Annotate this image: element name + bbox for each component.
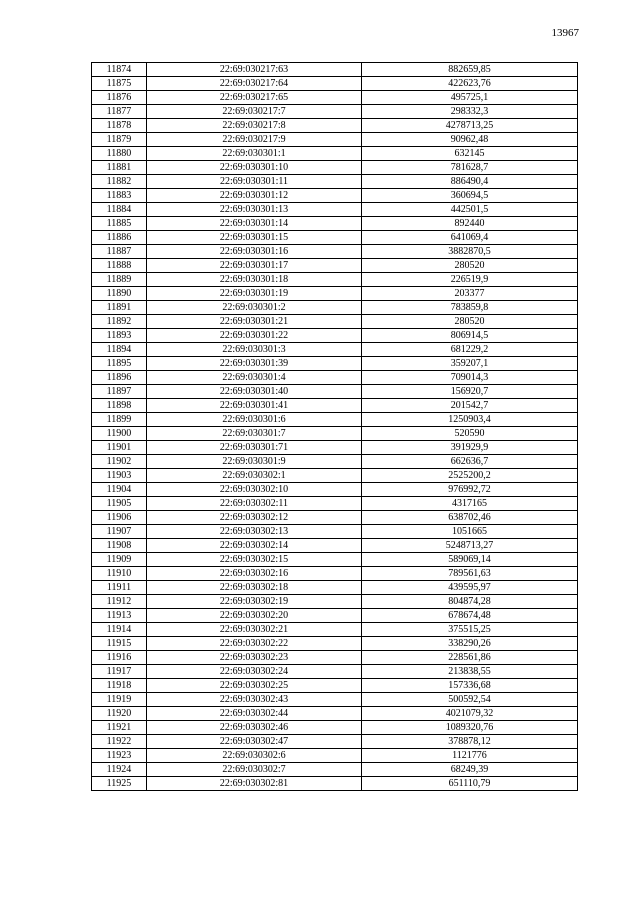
- cadastral-number-cell: 22:69:030302:20: [147, 609, 362, 623]
- row-number-cell: 11917: [92, 665, 147, 679]
- cadastral-value-cell: 500592,54: [362, 693, 578, 707]
- cadastral-number-cell: 22:69:030301:16: [147, 245, 362, 259]
- row-number-cell: 11898: [92, 399, 147, 413]
- cadastral-value-cell: 681229,2: [362, 343, 578, 357]
- cadastral-number-cell: 22:69:030302:19: [147, 595, 362, 609]
- cadastral-value-cell: 228561,86: [362, 651, 578, 665]
- cadastral-number-cell: 22:69:030302:23: [147, 651, 362, 665]
- table-row: [92, 609, 578, 623]
- table-row: [92, 637, 578, 651]
- cadastral-number-cell: 22:69:030301:14: [147, 217, 362, 231]
- row-number-cell: 11902: [92, 455, 147, 469]
- row-number-cell: 11879: [92, 133, 147, 147]
- cadastral-value-cell: 68249,39: [362, 763, 578, 777]
- cadastral-number-cell: 22:69:030302:81: [147, 777, 362, 791]
- row-number-cell: 11889: [92, 273, 147, 287]
- cadastral-value-cell: 298332,3: [362, 105, 578, 119]
- table-row: [92, 77, 578, 91]
- row-number-cell: 11887: [92, 245, 147, 259]
- cadastral-value-cell: 439595,97: [362, 581, 578, 595]
- table-row: [92, 413, 578, 427]
- row-number-cell: 11893: [92, 329, 147, 343]
- table-row: [92, 427, 578, 441]
- table-row: [92, 567, 578, 581]
- cadastral-number-cell: 22:69:030301:40: [147, 385, 362, 399]
- row-number-cell: 11885: [92, 217, 147, 231]
- cadastral-number-cell: 22:69:030302:13: [147, 525, 362, 539]
- cadastral-value-cell: 495725,1: [362, 91, 578, 105]
- cadastral-value-cell: 882659,85: [362, 63, 578, 77]
- cadastral-number-cell: 22:69:030302:21: [147, 623, 362, 637]
- cadastral-value-cell: 226519,9: [362, 273, 578, 287]
- cadastral-value-cell: 2525200,2: [362, 469, 578, 483]
- cadastral-number-cell: 22:69:030217:7: [147, 105, 362, 119]
- table-row: [92, 679, 578, 693]
- table-row: [92, 763, 578, 777]
- cadastral-value-cell: 90962,48: [362, 133, 578, 147]
- row-number-cell: 11905: [92, 497, 147, 511]
- table-row: [92, 203, 578, 217]
- cadastral-value-cell: 783859,8: [362, 301, 578, 315]
- cadastral-value-cell: 1250903,4: [362, 413, 578, 427]
- row-number-cell: 11911: [92, 581, 147, 595]
- table-row: [92, 371, 578, 385]
- table-row: [92, 217, 578, 231]
- row-number-cell: 11912: [92, 595, 147, 609]
- row-number-cell: 11900: [92, 427, 147, 441]
- cadastral-number-cell: 22:69:030301:1: [147, 147, 362, 161]
- row-number-cell: 11892: [92, 315, 147, 329]
- cadastral-number-cell: 22:69:030301:39: [147, 357, 362, 371]
- table-row: [92, 623, 578, 637]
- table-row: [92, 175, 578, 189]
- table-row: [92, 483, 578, 497]
- page-number: 13967: [551, 27, 579, 39]
- cadastral-number-cell: 22:69:030301:3: [147, 343, 362, 357]
- cadastral-value-cell: 201542,7: [362, 399, 578, 413]
- table-row: [92, 777, 578, 791]
- table-row: [92, 385, 578, 399]
- cadastral-value-cell: 338290,26: [362, 637, 578, 651]
- cadastral-value-cell: 1051665: [362, 525, 578, 539]
- cadastral-number-cell: 22:69:030301:21: [147, 315, 362, 329]
- table-row: [92, 259, 578, 273]
- cadastral-number-cell: 22:69:030302:14: [147, 539, 362, 553]
- cadastral-value-cell: 359207,1: [362, 357, 578, 371]
- row-number-cell: 11891: [92, 301, 147, 315]
- cadastral-value-cell: 360694,5: [362, 189, 578, 203]
- row-number-cell: 11876: [92, 91, 147, 105]
- cadastral-number-cell: 22:69:030302:43: [147, 693, 362, 707]
- table-row: [92, 693, 578, 707]
- table-row: [92, 343, 578, 357]
- table-row: [92, 469, 578, 483]
- table-row: [92, 735, 578, 749]
- table-row: [92, 651, 578, 665]
- table-body: [92, 63, 578, 791]
- table-row: [92, 133, 578, 147]
- table-row: [92, 539, 578, 553]
- row-number-cell: 11899: [92, 413, 147, 427]
- cadastral-value-cell: 378878,12: [362, 735, 578, 749]
- row-number-cell: 11897: [92, 385, 147, 399]
- cadastral-value-cell: 976992,72: [362, 483, 578, 497]
- cadastral-number-cell: 22:69:030301:9: [147, 455, 362, 469]
- table-row: [92, 231, 578, 245]
- cadastral-value-cell: 213838,55: [362, 665, 578, 679]
- cadastral-value-cell: 203377: [362, 287, 578, 301]
- cadastral-value-cell: 5248713,27: [362, 539, 578, 553]
- row-number-cell: 11907: [92, 525, 147, 539]
- row-number-cell: 11874: [92, 63, 147, 77]
- table-row: [92, 273, 578, 287]
- row-number-cell: 11910: [92, 567, 147, 581]
- cadastral-value-cell: 1089320,76: [362, 721, 578, 735]
- table-row: [92, 315, 578, 329]
- row-number-cell: 11904: [92, 483, 147, 497]
- cadastral-value-cell: 806914,5: [362, 329, 578, 343]
- cadastral-number-cell: 22:69:030302:18: [147, 581, 362, 595]
- row-number-cell: 11923: [92, 749, 147, 763]
- cadastral-value-cell: 3882870,5: [362, 245, 578, 259]
- cadastral-number-cell: 22:69:030302:11: [147, 497, 362, 511]
- cadastral-number-cell: 22:69:030302:12: [147, 511, 362, 525]
- cadastral-value-cell: 678674,48: [362, 609, 578, 623]
- table-row: [92, 399, 578, 413]
- table-row: [92, 301, 578, 315]
- row-number-cell: 11916: [92, 651, 147, 665]
- cadastral-number-cell: 22:69:030302:1: [147, 469, 362, 483]
- cadastral-number-cell: 22:69:030301:10: [147, 161, 362, 175]
- cadastral-number-cell: 22:69:030301:11: [147, 175, 362, 189]
- table-row: [92, 441, 578, 455]
- row-number-cell: 11909: [92, 553, 147, 567]
- cadastral-value-cell: 886490,4: [362, 175, 578, 189]
- cadastral-value-cell: 4278713,25: [362, 119, 578, 133]
- cadastral-value-cell: 156920,7: [362, 385, 578, 399]
- row-number-cell: 11919: [92, 693, 147, 707]
- table-row: [92, 329, 578, 343]
- cadastral-value-table: [91, 62, 578, 791]
- cadastral-value-cell: 662636,7: [362, 455, 578, 469]
- table-row: [92, 119, 578, 133]
- cadastral-number-cell: 22:69:030301:15: [147, 231, 362, 245]
- cadastral-value-cell: 375515,25: [362, 623, 578, 637]
- cadastral-value-cell: 804874,28: [362, 595, 578, 609]
- row-number-cell: 11906: [92, 511, 147, 525]
- cadastral-number-cell: 22:69:030302:10: [147, 483, 362, 497]
- cadastral-value-cell: 422623,76: [362, 77, 578, 91]
- row-number-cell: 11877: [92, 105, 147, 119]
- row-number-cell: 11908: [92, 539, 147, 553]
- table-row: [92, 497, 578, 511]
- cadastral-value-cell: 638702,46: [362, 511, 578, 525]
- table-row: [92, 749, 578, 763]
- cadastral-number-cell: 22:69:030302:16: [147, 567, 362, 581]
- cadastral-value-cell: 892440: [362, 217, 578, 231]
- row-number-cell: 11895: [92, 357, 147, 371]
- cadastral-number-cell: 22:69:030302:47: [147, 735, 362, 749]
- row-number-cell: 11886: [92, 231, 147, 245]
- cadastral-number-cell: 22:69:030217:65: [147, 91, 362, 105]
- row-number-cell: 11875: [92, 77, 147, 91]
- cadastral-value-cell: 280520: [362, 259, 578, 273]
- cadastral-number-cell: 22:69:030302:44: [147, 707, 362, 721]
- cadastral-number-cell: 22:69:030302:7: [147, 763, 362, 777]
- row-number-cell: 11881: [92, 161, 147, 175]
- cadastral-value-cell: 589069,14: [362, 553, 578, 567]
- row-number-cell: 11903: [92, 469, 147, 483]
- cadastral-value-cell: 632145: [362, 147, 578, 161]
- cadastral-value-cell: 4317165: [362, 497, 578, 511]
- row-number-cell: 11883: [92, 189, 147, 203]
- table-row: [92, 525, 578, 539]
- table-row: [92, 455, 578, 469]
- cadastral-number-cell: 22:69:030302:22: [147, 637, 362, 651]
- table-row: [92, 245, 578, 259]
- table-row: [92, 581, 578, 595]
- table-row: [92, 147, 578, 161]
- cadastral-number-cell: 22:69:030301:17: [147, 259, 362, 273]
- row-number-cell: 11896: [92, 371, 147, 385]
- row-number-cell: 11913: [92, 609, 147, 623]
- cadastral-number-cell: 22:69:030301:2: [147, 301, 362, 315]
- cadastral-number-cell: 22:69:030301:19: [147, 287, 362, 301]
- cadastral-number-cell: 22:69:030302:46: [147, 721, 362, 735]
- cadastral-value-cell: 1121776: [362, 749, 578, 763]
- cadastral-number-cell: 22:69:030301:4: [147, 371, 362, 385]
- row-number-cell: 11878: [92, 119, 147, 133]
- cadastral-value-cell: 442501,5: [362, 203, 578, 217]
- cadastral-number-cell: 22:69:030217:9: [147, 133, 362, 147]
- row-number-cell: 11914: [92, 623, 147, 637]
- table-row: [92, 553, 578, 567]
- row-number-cell: 11915: [92, 637, 147, 651]
- row-number-cell: 11925: [92, 777, 147, 791]
- row-number-cell: 11880: [92, 147, 147, 161]
- row-number-cell: 11921: [92, 721, 147, 735]
- cadastral-value-cell: 280520: [362, 315, 578, 329]
- cadastral-value-cell: 709014,3: [362, 371, 578, 385]
- row-number-cell: 11884: [92, 203, 147, 217]
- table-row: [92, 511, 578, 525]
- row-number-cell: 11882: [92, 175, 147, 189]
- cadastral-number-cell: 22:69:030217:64: [147, 77, 362, 91]
- row-number-cell: 11924: [92, 763, 147, 777]
- cadastral-number-cell: 22:69:030302:25: [147, 679, 362, 693]
- table-row: [92, 665, 578, 679]
- table-row: [92, 357, 578, 371]
- cadastral-value-cell: 789561,63: [362, 567, 578, 581]
- table-row: [92, 287, 578, 301]
- cadastral-number-cell: 22:69:030301:22: [147, 329, 362, 343]
- cadastral-value-cell: 157336,68: [362, 679, 578, 693]
- table-row: [92, 161, 578, 175]
- cadastral-number-cell: 22:69:030217:8: [147, 119, 362, 133]
- row-number-cell: 11920: [92, 707, 147, 721]
- row-number-cell: 11901: [92, 441, 147, 455]
- cadastral-number-cell: 22:69:030302:24: [147, 665, 362, 679]
- row-number-cell: 11918: [92, 679, 147, 693]
- row-number-cell: 11888: [92, 259, 147, 273]
- cadastral-number-cell: 22:69:030301:18: [147, 273, 362, 287]
- cadastral-number-cell: 22:69:030301:12: [147, 189, 362, 203]
- cadastral-number-cell: 22:69:030302:15: [147, 553, 362, 567]
- cadastral-value-cell: 651110,79: [362, 777, 578, 791]
- row-number-cell: 11922: [92, 735, 147, 749]
- cadastral-number-cell: 22:69:030301:6: [147, 413, 362, 427]
- table-row: [92, 105, 578, 119]
- cadastral-number-cell: 22:69:030301:7: [147, 427, 362, 441]
- row-number-cell: 11890: [92, 287, 147, 301]
- cadastral-value-cell: 520590: [362, 427, 578, 441]
- cadastral-number-cell: 22:69:030301:13: [147, 203, 362, 217]
- cadastral-value-cell: 391929,9: [362, 441, 578, 455]
- row-number-cell: 11894: [92, 343, 147, 357]
- cadastral-value-cell: 4021079,32: [362, 707, 578, 721]
- cadastral-number-cell: 22:69:030217:63: [147, 63, 362, 77]
- table-row: [92, 91, 578, 105]
- cadastral-value-cell: 641069,4: [362, 231, 578, 245]
- table-row: [92, 721, 578, 735]
- cadastral-number-cell: 22:69:030302:6: [147, 749, 362, 763]
- table-row: [92, 63, 578, 77]
- table-row: [92, 595, 578, 609]
- cadastral-value-cell: 781628,7: [362, 161, 578, 175]
- table-row: [92, 189, 578, 203]
- cadastral-number-cell: 22:69:030301:71: [147, 441, 362, 455]
- table-row: [92, 707, 578, 721]
- cadastral-number-cell: 22:69:030301:41: [147, 399, 362, 413]
